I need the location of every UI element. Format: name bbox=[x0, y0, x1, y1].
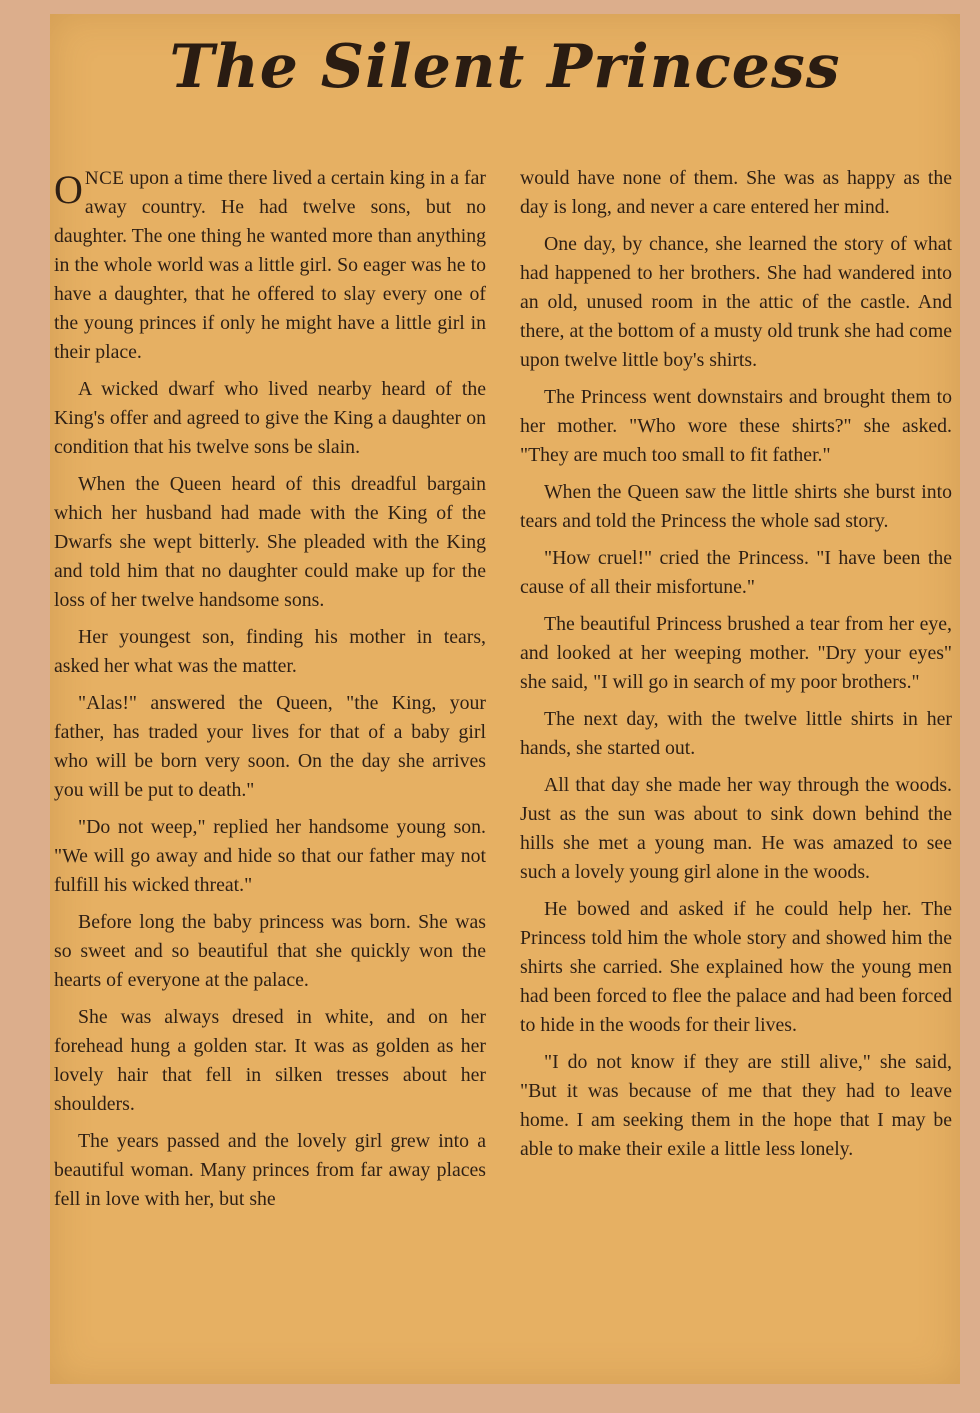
right-column bbox=[520, 164, 952, 1172]
page-title: The Silent Princess bbox=[169, 32, 841, 102]
left-column bbox=[54, 164, 486, 1222]
paragraph: The Princess went downstairs and brought them to her mother. "Who wore these shirts?" she asked. "They are much too small to fit father." bbox=[520, 386, 952, 466]
drop-cap: O bbox=[54, 167, 83, 212]
paragraph: "Do not weep," replied her handsome young son. "We will go away and hide so that our father may not fulfill his wicked threat." bbox=[54, 816, 486, 896]
paragraph-text: upon a time there lived a certain king in a far away country. He had twelve sons, but no daughter. The one thing he wanted more than anything in the whole world was a little girl. So eager was he to have a daughter, that he offered to slay every one of the young princes if only he might have a little girl in their place. bbox=[54, 167, 486, 363]
paragraph bbox=[54, 164, 486, 367]
paragraph: When the Queen saw the little shirts she burst into tears and told the Princess the whole sad story. bbox=[520, 481, 952, 532]
paragraph: Her youngest son, finding his mother in tears, asked her what was the matter. bbox=[54, 626, 486, 677]
paragraph: Before long the baby princess was born. She was so sweet and so beautiful that she quickly won the hearts of everyone at the palace. bbox=[54, 911, 486, 991]
paragraph: "How cruel!" cried the Princess. "I have been the cause of all their misfortune." bbox=[520, 547, 952, 598]
paragraph: She was always dresed in white, and on her forehead hung a golden star. It was as golden as her lovely hair that fell in silken tresses about her shoulders. bbox=[54, 1006, 486, 1115]
paragraph: The next day, with the twelve little shirts in her hands, she started out. bbox=[520, 708, 952, 759]
paragraph: When the Queen heard of this dreadful bargain which her husband had made with the King of the Dwarfs she wept bitterly. She pleaded with the King and told him that no daughter could make up for the loss of her twelve handsome sons. bbox=[54, 473, 486, 611]
paragraph: A wicked dwarf who lived nearby heard of the King's offer and agreed to give the King a daughter on condition that his twelve sons be slain. bbox=[54, 378, 486, 458]
paragraph: All that day she made her way through the woods. Just as the sun was about to sink down behind the hills she met a young man. He was amazed to see such a lovely young girl alone in the woods. bbox=[520, 774, 952, 883]
paragraph: The beautiful Princess brushed a tear from her eye, and looked at her weeping mother. "Dry your eyes" she said, "I will go in search of my poor brothers." bbox=[520, 613, 952, 693]
paragraph: The years passed and the lovely girl grew into a beautiful woman. Many princes from far away places fell in love with her, but she bbox=[54, 1130, 486, 1210]
paragraph: "Alas!" answered the Queen, "the King, your father, has traded your lives for that of a baby girl who will be born very soon. On the day she arrives you will be put to death." bbox=[54, 692, 486, 801]
paragraph: One day, by chance, she learned the story of what had happened to her brothers. She had wandered into an old, unused room in the attic of the castle. And there, at the bottom of a musty old trunk she had come upon twelve little boy's shirts. bbox=[520, 233, 952, 371]
paragraph: He bowed and asked if he could help her. The Princess told him the whole story and showed him the shirts she carried. She explained how the young men had been forced to flee the palace and had been forced to hide in the woods for their lives. bbox=[520, 898, 952, 1036]
story-panel bbox=[50, 14, 960, 1384]
paragraph: would have none of them. She was as happy as the day is long, and never a care entered her mind. bbox=[520, 167, 952, 218]
paragraph: "I do not know if they are still alive," she said, "But it was because of me that they had to leave home. I am seeking them in the hope that I may be able to make their exile a little less lonely. bbox=[520, 1051, 952, 1160]
lead-word: NCE bbox=[84, 168, 125, 189]
